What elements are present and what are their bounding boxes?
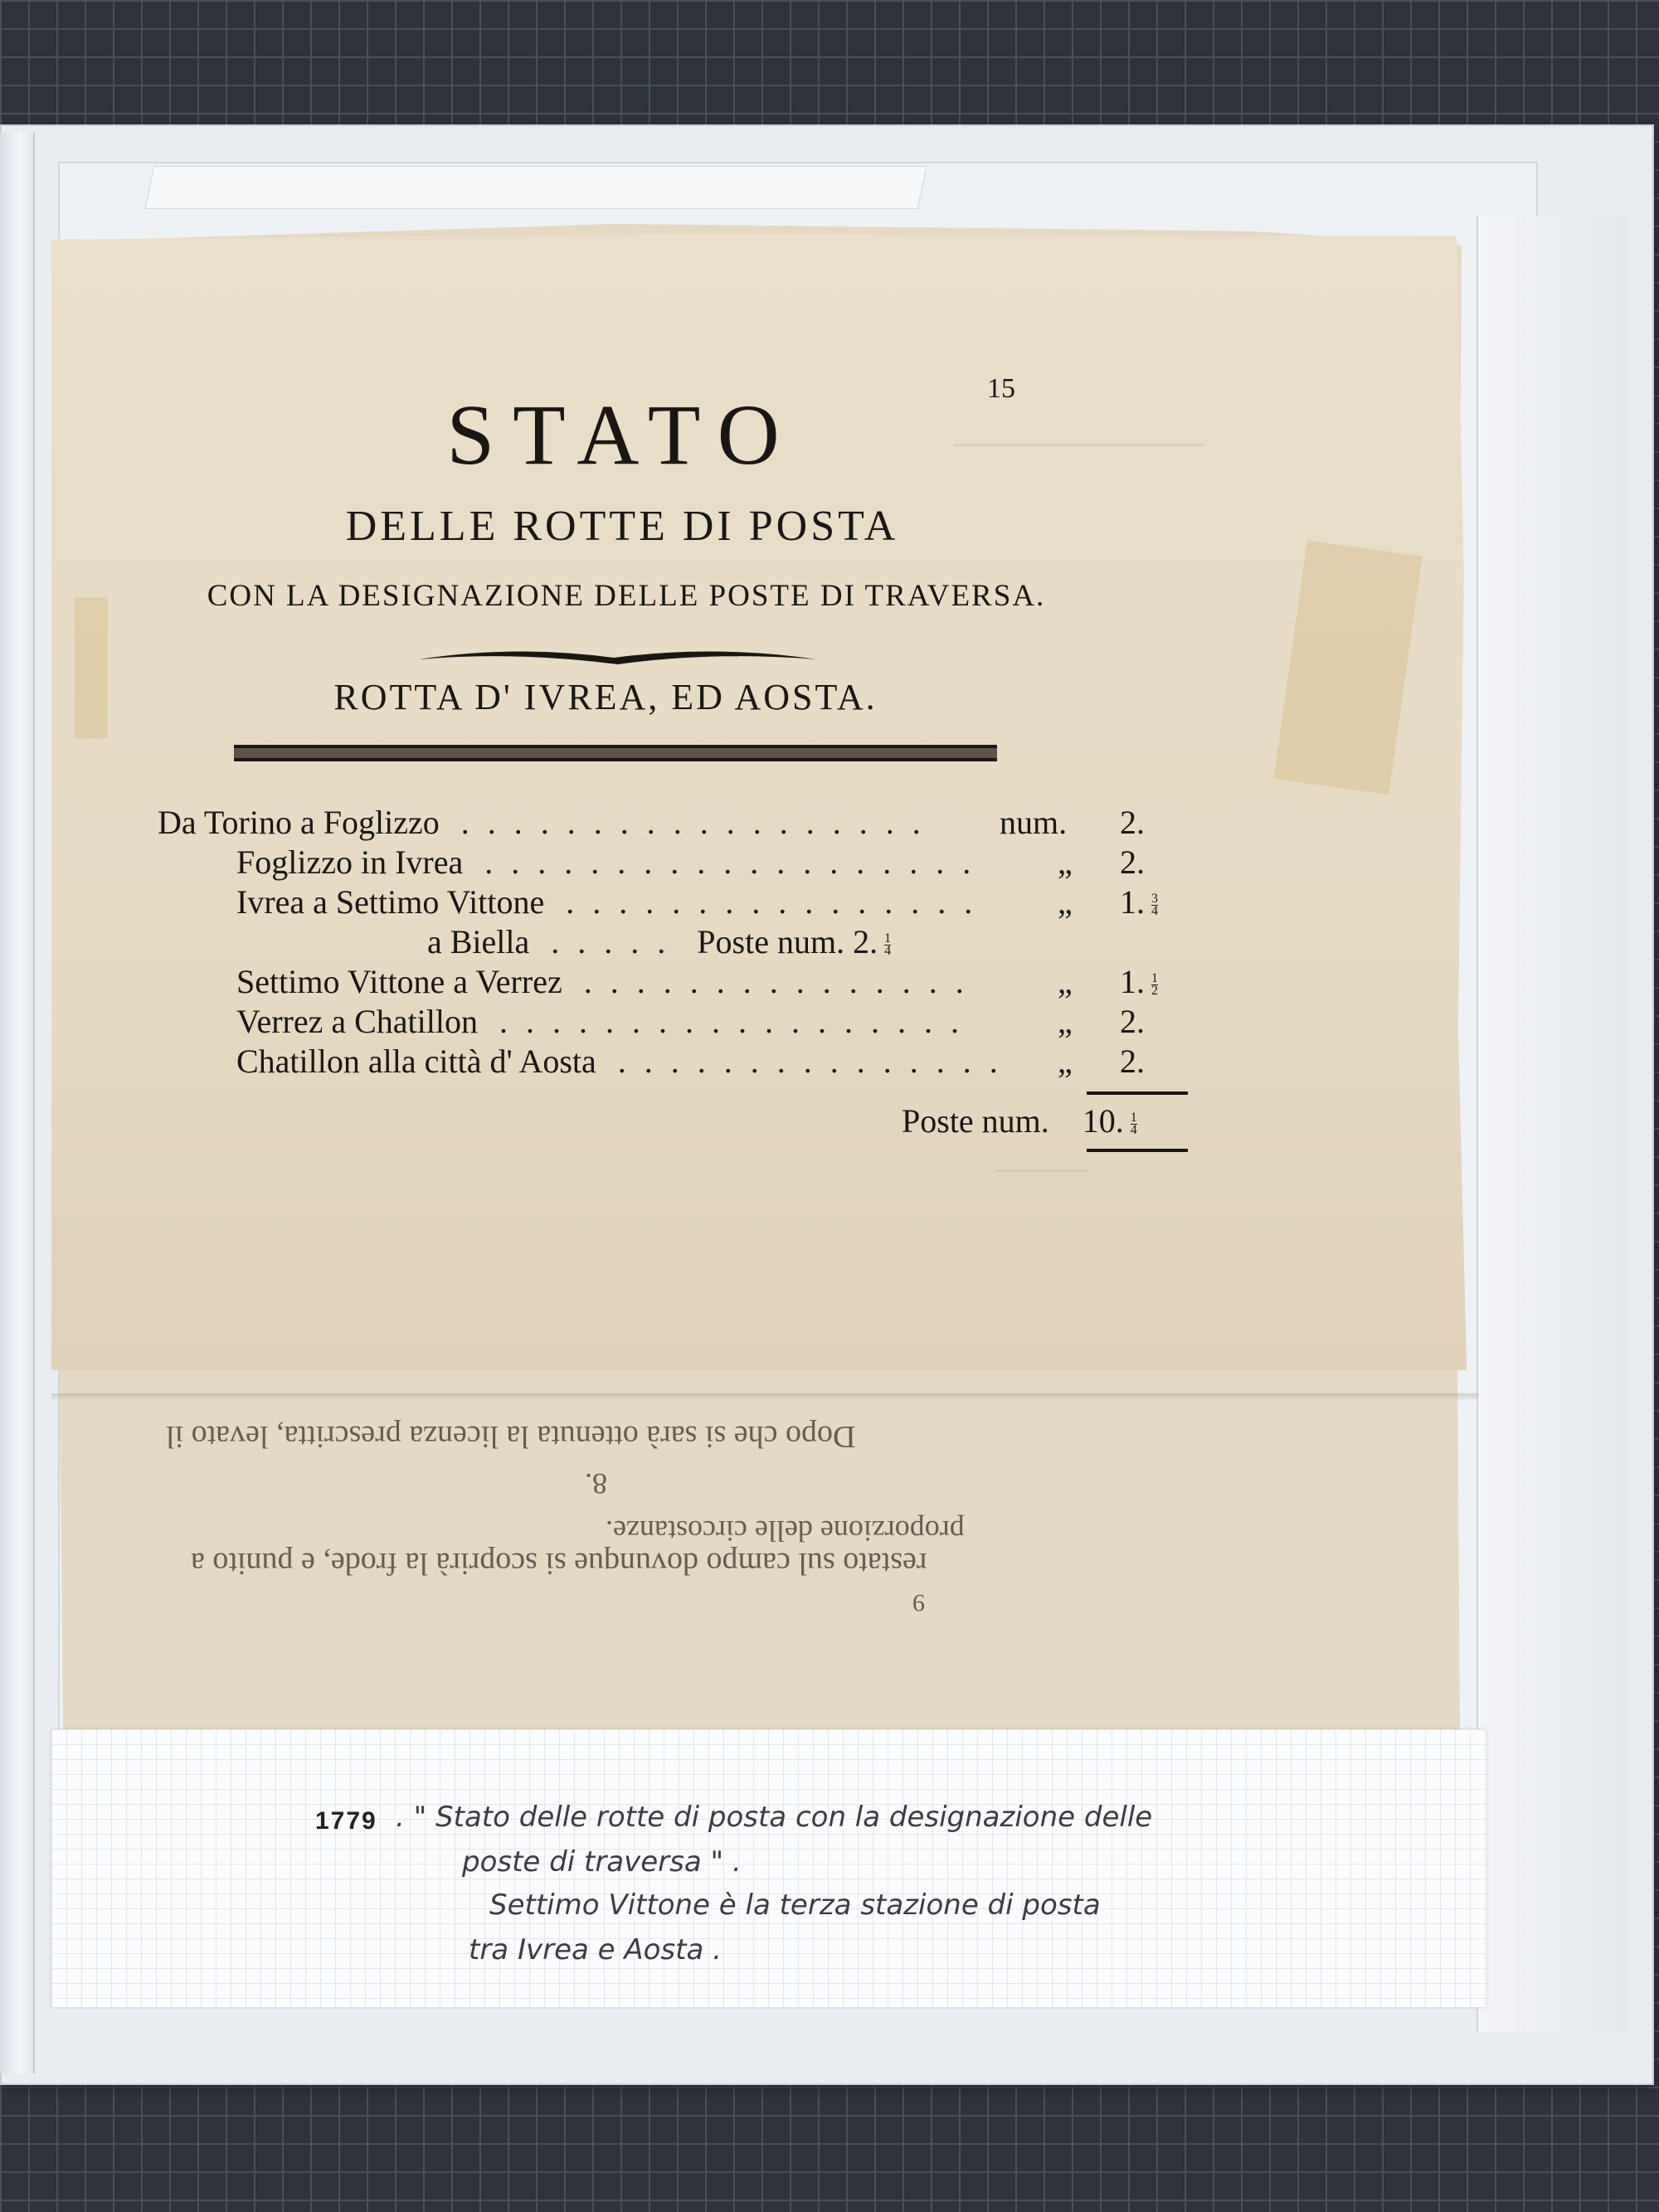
- route-unit: [1058, 962, 1073, 1002]
- fraction: [1151, 893, 1158, 917]
- unit-label: „: [1058, 883, 1073, 921]
- route-text: Settimo Vittone a Verrez: [236, 963, 562, 1000]
- route-unit: [1000, 803, 1067, 843]
- route-row: [427, 922, 891, 962]
- caption-line: Settimo Vittone è la terza stazione di posta: [489, 1889, 1101, 1922]
- reverse-text-line: Dopo che si sarà ottenuta la licenza prescritta, levato il: [166, 1419, 856, 1454]
- double-rule: [234, 745, 997, 761]
- reverse-text-line: proporzione delle circostanze.: [606, 1514, 965, 1548]
- leader-dots: . . . . .: [551, 923, 671, 960]
- fraction-numerator: 1: [884, 931, 892, 946]
- unit-label: „: [1058, 1003, 1073, 1040]
- caption-card: [51, 1729, 1486, 2007]
- route-value: [1120, 803, 1145, 843]
- caption-year: 1779: [315, 1807, 377, 1835]
- document-title: STATO: [446, 387, 798, 483]
- leader-dots: . . . . . . . . . . . . . . .: [617, 1043, 1003, 1080]
- route-unit: [1058, 1042, 1073, 1082]
- route-text: Chatillon alla città d' Aosta: [236, 1043, 596, 1080]
- value-label: 2.: [1120, 804, 1145, 841]
- fraction-denominator: 2: [1151, 984, 1158, 999]
- route-row: [236, 1042, 1003, 1082]
- unit-label: num.: [1000, 804, 1068, 841]
- route-row: [236, 843, 975, 882]
- route-row: [236, 1002, 964, 1042]
- fraction-numerator: 3: [1151, 892, 1158, 907]
- total-value: 10.: [1082, 1102, 1124, 1140]
- route-row: [236, 962, 969, 1002]
- route-title: ROTTA D' IVREA, ED AOSTA.: [333, 677, 878, 717]
- document-subtitle: DELLE ROTTE DI POSTA: [345, 503, 899, 550]
- leader-dots: . . . . . . . . . . . . . . . . . .: [499, 1003, 964, 1040]
- total-row: [902, 1101, 1137, 1140]
- total-label: Poste num.: [902, 1102, 1049, 1140]
- unit-label: „: [1058, 963, 1073, 1000]
- route-text: Da Torino a Foglizzo: [158, 804, 440, 841]
- route-row: [158, 803, 926, 843]
- route-unit: [1058, 1002, 1073, 1042]
- leader-dots: . . . . . . . . . . . . . . . .: [566, 883, 978, 921]
- page-number: 15: [987, 373, 1015, 404]
- route-value: [1120, 1042, 1145, 1082]
- unit-label: „: [1058, 843, 1073, 881]
- route-unit: Poste num. 2.: [697, 923, 878, 960]
- value-label: 2.: [1120, 1003, 1145, 1040]
- fraction-text: [1151, 893, 1158, 917]
- route-unit: [1058, 843, 1073, 882]
- route-text: Verrez a Chatillon: [236, 1003, 478, 1040]
- fraction-numerator: 1: [1130, 1111, 1137, 1125]
- fraction: [884, 933, 891, 957]
- fraction-text: [884, 933, 891, 957]
- sleeve-right-panel: [1477, 216, 1627, 2032]
- fraction-denominator: 4: [1130, 1123, 1137, 1138]
- route-unit: [1058, 882, 1073, 922]
- ghost-text: [995, 1136, 1087, 1172]
- route-row: [236, 882, 977, 922]
- total-rule-bottom: [1087, 1149, 1188, 1152]
- fraction: [1131, 1112, 1137, 1136]
- leader-dots: . . . . . . . . . . . . . . . . . . .: [484, 843, 976, 881]
- fraction-numerator: 1: [1151, 971, 1158, 986]
- fraction-text: [1151, 973, 1158, 997]
- value-label: 2.: [1120, 843, 1145, 881]
- caption-line: . " Stato delle rotte di posta con la designazione delle: [396, 1801, 1153, 1834]
- fraction-denominator: 4: [884, 944, 892, 959]
- document-subtitle-secondary: CON LA DESIGNAZIONE DELLE POSTE DI TRAVERSA.: [207, 579, 1046, 613]
- leader-dots: . . . . . . . . . . . . . . .: [583, 963, 969, 1000]
- route-text: a Biella: [427, 923, 530, 960]
- unit-label: „: [1058, 1043, 1073, 1080]
- total-rule-top: [1087, 1091, 1188, 1095]
- caption-line: poste di traversa " .: [462, 1845, 742, 1879]
- fraction-text: [1131, 1112, 1137, 1136]
- flourish-ornament: [415, 643, 821, 676]
- value-label: 1.: [1120, 883, 1145, 921]
- reverse-text-line: restato sul campo dovunque si scoprirà la frode, e punito a: [191, 1546, 927, 1581]
- route-value: [1120, 843, 1145, 882]
- reverse-text-line: 9: [912, 1589, 925, 1616]
- fraction-denominator: 4: [1151, 904, 1158, 919]
- caption-line: tra Ivrea e Aosta .: [469, 1933, 722, 1966]
- reverse-text-line: 8.: [585, 1467, 607, 1500]
- value-label: 2.: [1120, 1043, 1145, 1080]
- route-value: [1120, 882, 1158, 922]
- hinge-strip: [144, 166, 927, 209]
- fold-line: [51, 1393, 1478, 1402]
- route-text: Foglizzo in Ivrea: [236, 843, 464, 881]
- route-value: [1120, 1002, 1145, 1042]
- route-value: [1120, 962, 1158, 1002]
- value-label: 1.: [1120, 963, 1145, 1000]
- fraction: [1151, 973, 1158, 997]
- leader-dots: . . . . . . . . . . . . . . . . . .: [460, 804, 926, 841]
- route-text: Ivrea a Settimo Vittone: [236, 883, 545, 921]
